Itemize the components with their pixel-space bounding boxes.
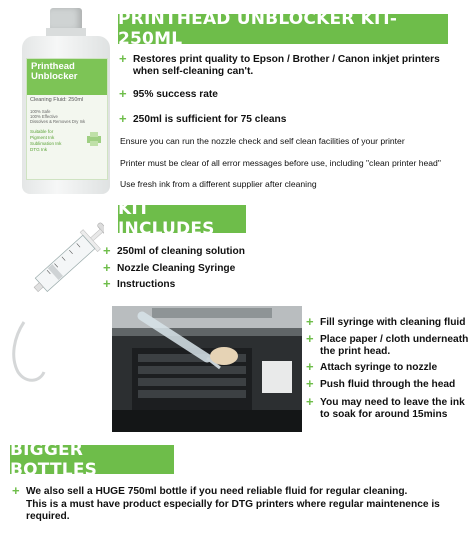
bigger-bottles-line2: This is a must have product especially for DTG printers where regular maintenence is required. [26, 499, 440, 522]
bottle-fluid-text: Cleaning Fluid: 250ml [30, 97, 84, 103]
note-error-messages: Printer must be clear of all error messages before use, including "clean printer head" [120, 158, 441, 168]
include-cleaning-solution [103, 243, 357, 258]
step-fill-syringe [306, 314, 470, 329]
bottle-cap [50, 8, 82, 30]
bullet-text: 250ml of cleaning solution [117, 246, 245, 257]
include-syringe [103, 260, 357, 275]
plus-icon: + [12, 483, 20, 498]
bullet-text: Fill syringe with cleaning fluid [320, 317, 466, 328]
bigger-bottles-heading: BIGGER BOTTLES [10, 439, 98, 480]
bullet-text: Push fluid through the head [320, 379, 456, 390]
bullet-text: 95% success rate [133, 89, 218, 100]
product-bottle-image [22, 8, 110, 194]
note-fresh-ink: Use fresh ink from a different supplier after cleaning [120, 179, 317, 189]
note-nozzle-check: Ensure you can run the nozzle check and self clean facilities of your printer [120, 136, 405, 146]
bottle-label [26, 58, 108, 180]
kit-includes-banner [118, 199, 246, 239]
step-push-fluid [306, 376, 470, 391]
bottle-label-header [27, 59, 107, 95]
bottle-small-2: 100% Effective [30, 114, 58, 119]
kit-heading: PRINTHEAD UNBLOCKER KIT- 250ML [118, 9, 398, 49]
bullet-text: Attach syringe to nozzle [320, 362, 438, 373]
plus-icon: + [103, 243, 111, 258]
bigger-bottles-bullet [12, 483, 466, 498]
plus-icon: + [306, 331, 314, 346]
step-soak [306, 394, 470, 421]
bullet-text: 250ml is sufficient for 75 cleans [133, 114, 287, 125]
bottle-small-3: Dissolves & Removes Dry Ink [30, 119, 86, 124]
bullet-text: Instructions [117, 279, 176, 290]
plus-icon: + [306, 359, 314, 374]
bullet-sufficient [119, 111, 463, 126]
bullet-success-rate [119, 86, 463, 101]
bottle-title-line2: Unblocker [31, 71, 78, 82]
syringe-image [4, 212, 104, 392]
bottle-small-1: 100% Safe [30, 109, 51, 114]
step-attach-syringe [306, 359, 470, 374]
step-place-paper [306, 331, 470, 358]
bullet-text: We also sell a HUGE 750ml bottle if you need reliable fluid for regular cleaning. [26, 486, 408, 497]
plus-icon: + [119, 111, 127, 126]
plus-icon: + [103, 276, 111, 291]
bottle-suit-3: Sublimation Ink [30, 141, 62, 146]
plus-icon: + [103, 260, 111, 275]
plus-icon: + [119, 51, 127, 66]
bottle-suit-4: DTG Ink [30, 147, 48, 152]
printer-icon [85, 131, 103, 147]
plus-icon: + [306, 314, 314, 329]
plus-icon: + [119, 86, 127, 101]
bullet-text: You may need to leave the ink to soak for around 15mins [320, 397, 465, 420]
include-instructions [103, 276, 357, 291]
printhead-cleaning-photo [112, 306, 302, 432]
kit-heading-banner [118, 9, 448, 49]
bullet-restores [119, 51, 463, 78]
bottle-title-line1: Printhead [31, 61, 75, 72]
bullet-text: Nozzle Cleaning Syringe [117, 263, 236, 274]
bigger-bottles-banner [10, 439, 174, 480]
bullet-text: Place paper / cloth underneath the print head. [320, 334, 469, 357]
bottle-suit-1: Suitable for [30, 129, 54, 134]
plus-icon: + [306, 394, 314, 409]
bullet-text: Restores print quality to Epson / Brother / Canon inkjet printers when self-cleaning can't. [133, 54, 440, 77]
bottle-suit-2: Pigment Ink [30, 135, 55, 140]
kit-includes-heading: KIT INCLUDES [118, 199, 215, 239]
bottle-label-title [31, 62, 77, 82]
plus-icon: + [306, 376, 314, 391]
